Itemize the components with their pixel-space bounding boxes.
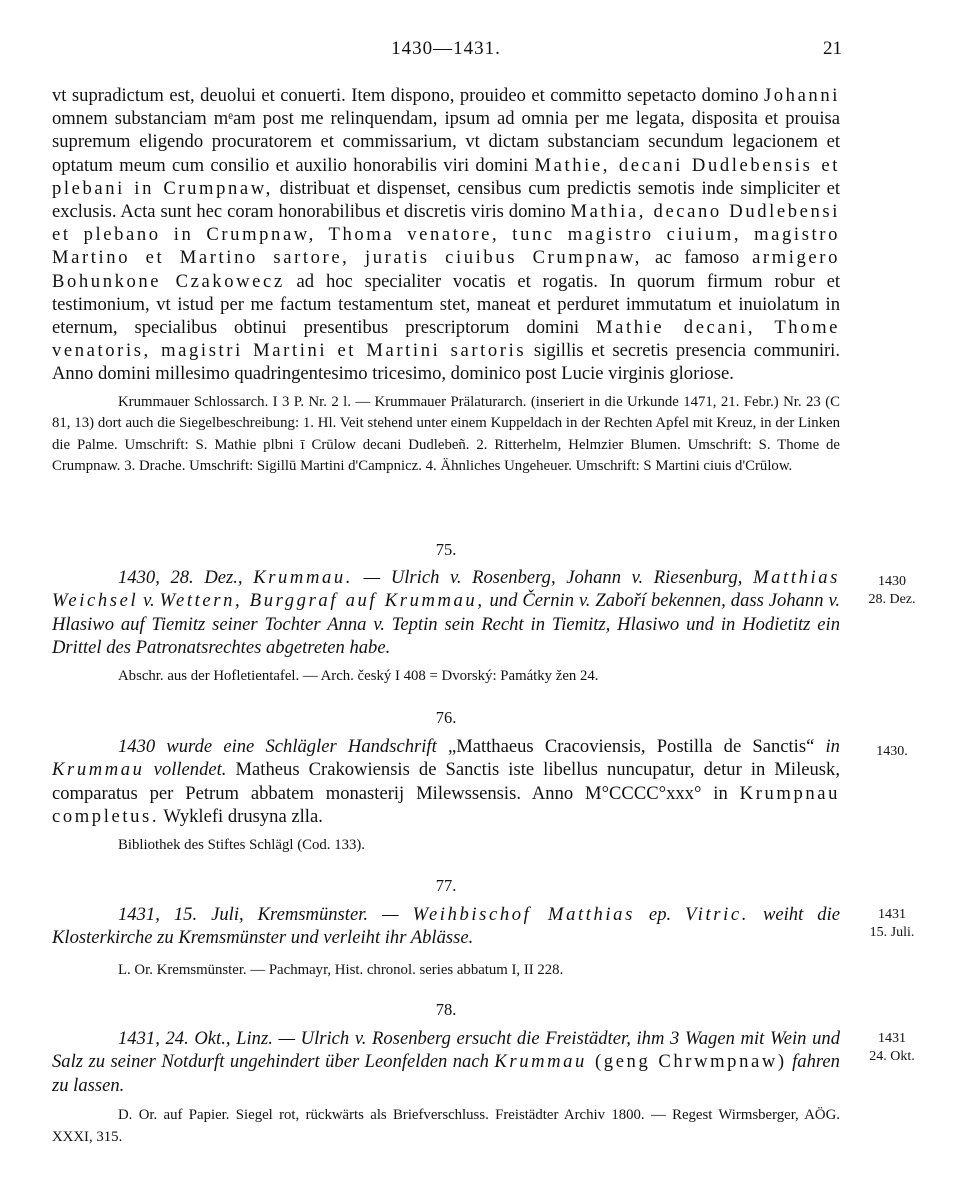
margin-date: 1431 24. Okt.	[869, 1031, 915, 1064]
page-number: 21	[823, 38, 842, 59]
regest-entry	[52, 566, 840, 687]
source-note: D. Or. auf Papier. Siegel rot, rückwärts als Briefverschluss. Freistädter Archiv 1800. — Regest Wirmsberger, AÖG. XXXI, 315.	[52, 1107, 840, 1145]
margin-date: 1430 28. Dez.	[868, 574, 916, 607]
regest-entry	[52, 903, 840, 981]
margin-date: 1431 15. Juli.	[869, 907, 915, 940]
source-note: Abschr. aus der Hofletientafel. — Arch. český I 408 = Dvorský: Památky žen 24.	[118, 667, 599, 684]
source-note: Bibliothek des Stiftes Schlägl (Cod. 133).	[118, 836, 366, 853]
source-note: Krummauer Schlossarch. I 3 P. Nr. 2 l. — Krummauer Prälaturarch. (inseriert in die Urkunde 1471, 21. Febr.) Nr. 23 (C 81, 13) dort auch die Siegelbeschreibung: 1. Hl. Veit stehend unter einem Kuppeldach in der Rechten Apfel mit Kreuz, in der Linken die Palme. Umschrift: S. Mathie plbni ī Crūlow decani Dudlebeñ. 2. Ritterhelm, Helmzier Blumen. Umschrift: S. Thome de Crumpnaw. 3. Drache. Umschrift: Sigillū Martini d'Campnicz. 4. Ähnliches Ungeheuer. Umschrift: S Martini ciuis d'Crūlow.	[52, 393, 840, 475]
regest-summary: 1430 wurde eine Schlägler Handschrift „Matthaeus Cracoviensis, Postilla de Sanctis“ in Krummau vollendet. Matheus Crakowiensis de Sanctis iste libellus nuncupatur, detur in Mileusk, comparatus per Petrum abbatem monasterij Milewssensis. Anno M°CCCC°xxx° in Krumpnau completus. Wyklefi drusyna zlla.	[52, 736, 840, 828]
spaced-name: Johanni	[763, 85, 840, 106]
spaced-name: Mathie, decani Dudlebensis et plebani in Crumpnaw,	[52, 154, 840, 199]
charter-text: vt supradictum est, deuolui et conuerti. Item dispono, prouideo et committo sepetacto domino Johanni omnem substanciam mᵉam post me relinquendam, ipsum ad omnia per me legata, disposita et prouisa supremum eligendo procuratorem et commissarium, vt dictam substanciam secundum legacionem et optatum meum cum consilio et auxilio honorabilis viri domini Mathie, decani Dudlebensis et plebani in Crumpnaw, distribuat et dispenset, censibus cum predictis semotis inde simpliciter et exclusis. Acta sunt hec coram honorabilibus et discretis viris domino Mathia, decano Dudlebensi et plebano in Crumpnaw, Thoma venatore, tunc magistro ciuium, magistro Martino et Martino sartore, juratis ciuibus Crumpnaw, ac famoso armigero Bohunkone Czakowecz ad hoc specialiter vocatis et rogatis. In quorum firmum robur et testimonium, vt istud per me factum testamentum stet, maneat et perduret immutatum et inuiolatum in eternum, specialibus obtinui presentibus prescriptorum domini Mathie decani, Thome venatoris, magistri Martini et Martini sartoris sigillis et secretis presencia communiri. Anno domini millesimo quadringentesimo tricesimo, dominico post Lucie virginis gloriose.	[52, 85, 841, 385]
margin-date: 1430.	[876, 744, 908, 759]
spaced-name: Mathia, decano Dudlebensi et plebano in Crumpnaw, Thoma venatore, tunc magistro ciuium, magistro Martino et Martino sartore, juratis ciuibus Crumpnaw,	[52, 201, 840, 269]
entry-number: 78.	[435, 1000, 457, 1019]
running-header	[52, 38, 840, 66]
regest-summary: 1431, 15. Juli, Kremsmünster. — Weihbischof Matthias ep. Vitric. weiht die Klosterkirche zu Kremsmünster und verleiht ihr Ablässe.	[52, 904, 840, 949]
charter-continuation	[52, 84, 840, 478]
entry-number: 75.	[435, 540, 457, 559]
regest-summary: 1430, 28. Dez., Krummau. — Ulrich v. Rosenberg, Johann v. Riesenburg, Matthias Weichsel v. Wettern, Burggraf auf Krummau, und Černin v. Zaboří bekennen, dass Johann v. Hlasiwo auf Tiemitz seiner Tochter Anna v. Teptin sein Recht in Tiemitz, Hlasiwo und in Hodietitz ein Drittel des Patronatsrechtes abgetreten habe.	[52, 567, 840, 659]
source-note: L. Or. Kremsmünster. — Pachmayr, Hist. chronol. series abbatum I, II 228.	[118, 961, 564, 978]
spaced-name: armigero Bohunkone Czakowecz	[52, 247, 840, 292]
entry-number: 76.	[435, 708, 457, 727]
regest-summary: 1431, 24. Okt., Linz. — Ulrich v. Rosenberg ersucht die Freistädter, ihm 3 Wagen mit Wein und Salz zu seiner Notdurft ungehindert über Leonfelden nach Krummau (geng Chrwmpnaw) fahren zu lassen.	[52, 1028, 840, 1096]
regest-entry	[52, 1027, 840, 1148]
year-range-heading: 1430—1431.	[391, 38, 501, 59]
spaced-name: Mathie decani, Thome venatoris, magistri Martini et Martini sartoris	[52, 317, 841, 362]
entry-number: 77.	[435, 876, 457, 895]
regest-entry	[52, 735, 840, 856]
